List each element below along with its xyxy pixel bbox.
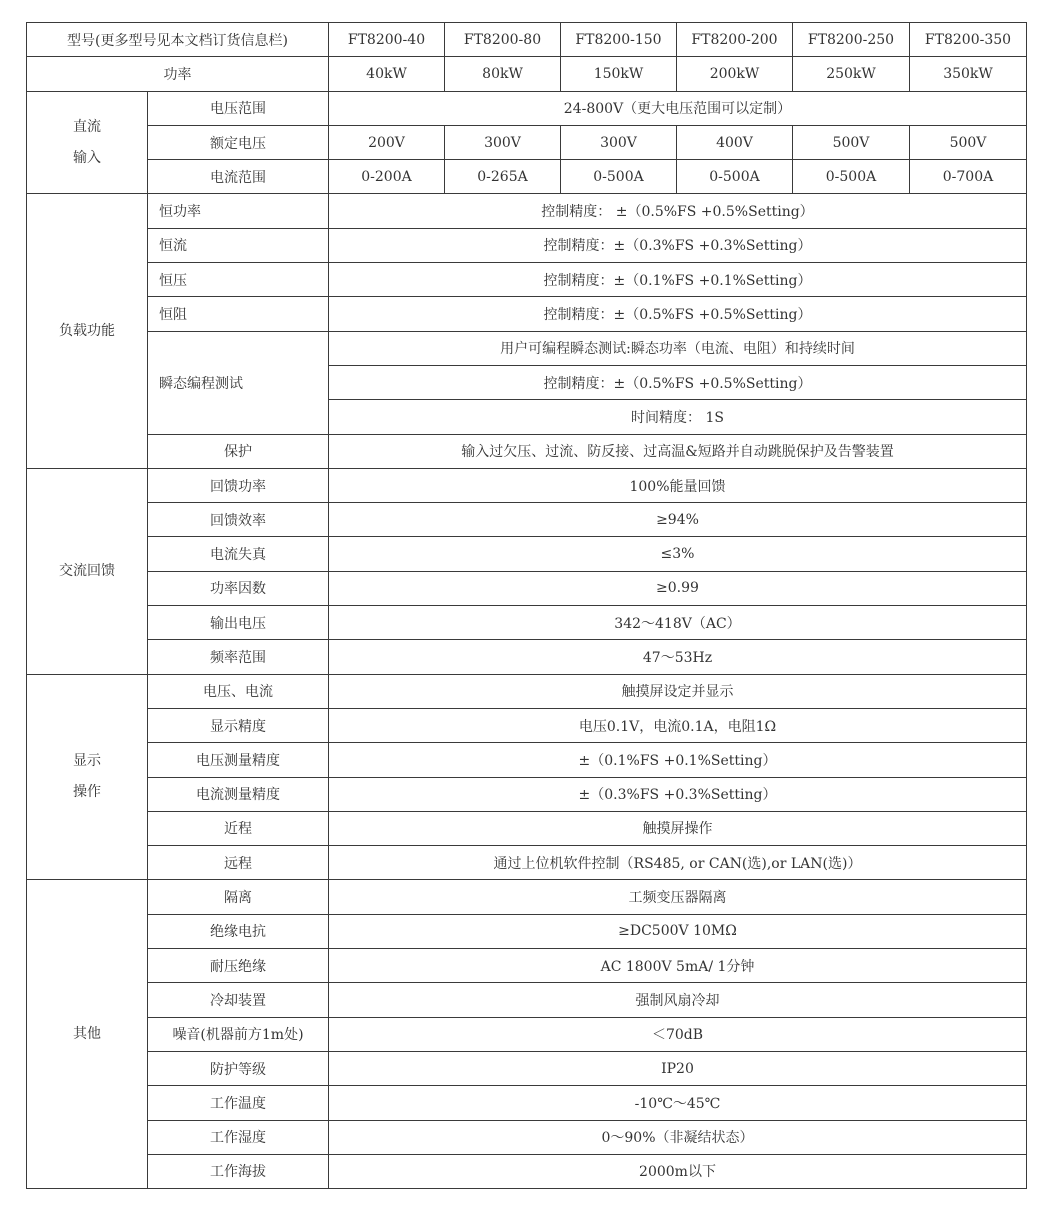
current-range-value: 0-200A [329, 160, 445, 194]
table-row [27, 949, 1027, 983]
load-cp-label: 恒功率 [148, 194, 329, 228]
model-cell: FT8200-200 [677, 23, 793, 57]
load-transient-value: 时间精度： 1S [329, 400, 1027, 434]
row-value: 强制风扇冷却 [329, 983, 1027, 1017]
power-value: 200kW [677, 57, 793, 91]
row-value: 触摸屏设定并显示 [329, 674, 1027, 708]
row-value: 工频变压器隔离 [329, 880, 1027, 914]
table-row [27, 571, 1027, 605]
group-display-operation [27, 674, 148, 880]
dc-current-range-row [27, 160, 1027, 194]
table-row [27, 880, 1027, 914]
current-range-value: 0-700A [910, 160, 1027, 194]
row-label: 防护等级 [148, 1051, 329, 1085]
load-cc-row [27, 228, 1027, 262]
load-cv-value: 控制精度：±（0.1%FS +0.1%Setting） [329, 263, 1027, 297]
row-label: 回馈效率 [148, 503, 329, 537]
row-value: AC 1800V 5mA/ 1分钟 [329, 949, 1027, 983]
row-label: 耐压绝缘 [148, 949, 329, 983]
rated-voltage-value: 300V [561, 125, 677, 159]
dc-voltage-range-row [27, 91, 1027, 125]
power-value: 350kW [910, 57, 1027, 91]
load-cp-value: 控制精度： ±（0.5%FS +0.5%Setting） [329, 194, 1027, 228]
spec-table [26, 22, 1027, 1189]
row-value: 47～53Hz [329, 640, 1027, 674]
group-other: 其他 [27, 880, 148, 1189]
load-transient-value: 控制精度：±（0.5%FS +0.5%Setting） [329, 365, 1027, 399]
load-cv-row [27, 263, 1027, 297]
row-value: 2000m以下 [329, 1154, 1027, 1188]
row-label: 绝缘电抗 [148, 914, 329, 948]
rated-voltage-value: 400V [677, 125, 793, 159]
row-label: 频率范围 [148, 640, 329, 674]
table-row [27, 503, 1027, 537]
table-row [27, 846, 1027, 880]
row-value: IP20 [329, 1051, 1027, 1085]
power-value: 250kW [793, 57, 910, 91]
current-range-value: 0-500A [677, 160, 793, 194]
table-row [27, 468, 1027, 502]
row-value: 通过上位机软件控制（RS485, or CAN(选),or LAN(选)） [329, 846, 1027, 880]
row-value: 342～418V（AC） [329, 606, 1027, 640]
row-label: 冷却装置 [148, 983, 329, 1017]
table-row [27, 606, 1027, 640]
row-label: 噪音(机器前方1m处) [148, 1017, 329, 1051]
current-range-value: 0-500A [793, 160, 910, 194]
rated-voltage-value: 200V [329, 125, 445, 159]
current-range-value: 0-265A [445, 160, 561, 194]
load-cc-label: 恒流 [148, 228, 329, 262]
group-display-line1: 显示 [73, 753, 101, 770]
table-row [27, 674, 1027, 708]
table-row [27, 914, 1027, 948]
load-protection-row [27, 434, 1027, 468]
dc-current-range-label: 电流范围 [148, 160, 329, 194]
header-row [27, 23, 1027, 57]
table-row [27, 777, 1027, 811]
table-row [27, 708, 1027, 742]
row-value: ≥DC500V 10MΩ [329, 914, 1027, 948]
power-value: 80kW [445, 57, 561, 91]
row-label: 功率因数 [148, 571, 329, 605]
power-label: 功率 [27, 57, 329, 91]
load-transient-row [27, 331, 1027, 365]
table-row [27, 743, 1027, 777]
table-row [27, 1120, 1027, 1154]
row-value: ＜70dB [329, 1017, 1027, 1051]
table-row [27, 1154, 1027, 1188]
table-row [27, 983, 1027, 1017]
load-transient-label: 瞬态编程测试 [148, 331, 329, 434]
model-cell: FT8200-40 [329, 23, 445, 57]
table-row [27, 640, 1027, 674]
dc-voltage-range-label: 电压范围 [148, 91, 329, 125]
group-dc-input-line2: 输入 [73, 149, 101, 166]
rated-voltage-value: 500V [793, 125, 910, 159]
row-label: 电流测量精度 [148, 777, 329, 811]
model-cell: FT8200-250 [793, 23, 910, 57]
row-label: 隔离 [148, 880, 329, 914]
table-row [27, 537, 1027, 571]
row-label: 工作温度 [148, 1086, 329, 1120]
dc-rated-voltage-label: 额定电压 [148, 125, 329, 159]
load-cc-value: 控制精度：±（0.3%FS +0.3%Setting） [329, 228, 1027, 262]
row-value: 0～90%（非凝结状态） [329, 1120, 1027, 1154]
table-row [27, 1017, 1027, 1051]
row-label: 输出电压 [148, 606, 329, 640]
row-label: 显示精度 [148, 708, 329, 742]
row-label: 工作海拔 [148, 1154, 329, 1188]
model-cell: FT8200-80 [445, 23, 561, 57]
row-value: ±（0.3%FS +0.3%Setting） [329, 777, 1027, 811]
load-protection-label: 保护 [148, 434, 329, 468]
table-row [27, 1051, 1027, 1085]
load-cv-label: 恒压 [148, 263, 329, 297]
load-transient-value: 用户可编程瞬态测试:瞬态功率（电流、电阻）和持续时间 [329, 331, 1027, 365]
load-cr-value: 控制精度：±（0.5%FS +0.5%Setting） [329, 297, 1027, 331]
row-label: 回馈功率 [148, 468, 329, 502]
power-value: 150kW [561, 57, 677, 91]
row-label: 远程 [148, 846, 329, 880]
row-label: 电压、电流 [148, 674, 329, 708]
row-value: 电压0.1V，电流0.1A，电阻1Ω [329, 708, 1027, 742]
rated-voltage-value: 300V [445, 125, 561, 159]
row-value: 100%能量回馈 [329, 468, 1027, 502]
model-label-cell: 型号(更多型号见本文档订货信息栏) [27, 23, 329, 57]
table-row [27, 811, 1027, 845]
load-protection-value: 输入过欠压、过流、防反接、过高温&短路并自动跳脱保护及告警装置 [329, 434, 1027, 468]
rated-voltage-value: 500V [910, 125, 1027, 159]
group-dc-input [27, 91, 148, 194]
group-display-line2: 操作 [73, 784, 101, 801]
load-cp-row [27, 194, 1027, 228]
row-value: ±（0.1%FS +0.1%Setting） [329, 743, 1027, 777]
group-dc-input-line1: 直流 [73, 118, 101, 135]
load-cr-label: 恒阻 [148, 297, 329, 331]
model-cell: FT8200-150 [561, 23, 677, 57]
row-value: ≥94% [329, 503, 1027, 537]
row-label: 电压测量精度 [148, 743, 329, 777]
load-cr-row [27, 297, 1027, 331]
row-label: 工作湿度 [148, 1120, 329, 1154]
model-cell: FT8200-350 [910, 23, 1027, 57]
row-value: ≥0.99 [329, 571, 1027, 605]
row-value: 触摸屏操作 [329, 811, 1027, 845]
table-row [27, 1086, 1027, 1120]
power-row [27, 57, 1027, 91]
current-range-value: 0-500A [561, 160, 677, 194]
row-label: 近程 [148, 811, 329, 845]
dc-voltage-range-value: 24-800V（更大电压范围可以定制） [329, 91, 1027, 125]
row-value: ≤3% [329, 537, 1027, 571]
group-load-function: 负载功能 [27, 194, 148, 468]
power-value: 40kW [329, 57, 445, 91]
row-value: -10℃～45℃ [329, 1086, 1027, 1120]
dc-rated-voltage-row [27, 125, 1027, 159]
row-label: 电流失真 [148, 537, 329, 571]
group-ac-feedback: 交流回馈 [27, 468, 148, 674]
